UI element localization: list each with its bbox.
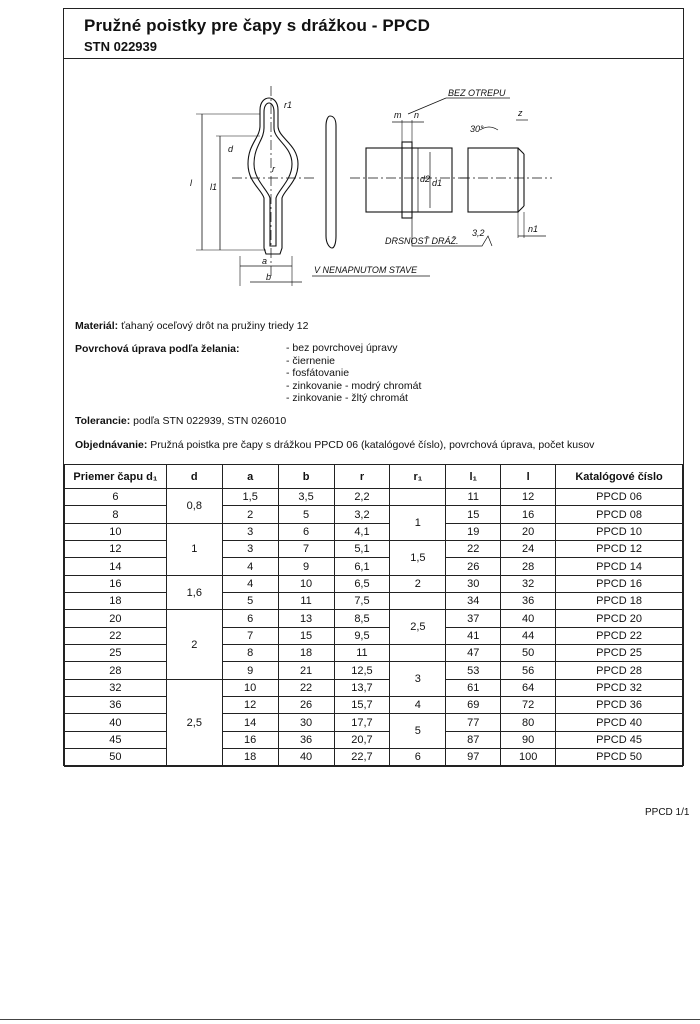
table-cell: 77 [446, 714, 501, 731]
table-cell: PPCD 36 [556, 697, 683, 714]
material-label: Materiál: [75, 320, 119, 332]
table-cell: 47 [446, 645, 501, 662]
table-cell: 22,7 [334, 749, 390, 766]
table-row [65, 662, 683, 679]
table-cell: 11 [334, 645, 390, 662]
table-cell: PPCD 28 [556, 662, 683, 679]
roughness-value: 3,2 [472, 228, 485, 238]
ordering-line [75, 439, 594, 451]
table-cell: 5 [222, 593, 278, 610]
table-cell [390, 645, 446, 662]
standard-number: STN 022939 [84, 39, 157, 54]
table-cell: 40 [501, 610, 556, 627]
table-cell: 12 [501, 489, 556, 506]
header-cell: l₁ [446, 465, 501, 489]
table-cell: 6 [390, 749, 446, 766]
table-cell: 20 [501, 523, 556, 540]
table-cell: 34 [446, 593, 501, 610]
title-divider [64, 58, 683, 59]
table-body [65, 489, 683, 767]
table-cell: 15,7 [334, 697, 390, 714]
table-row [65, 558, 683, 575]
table-cell: PPCD 12 [556, 541, 683, 558]
table-cell: 1,5 [390, 541, 446, 576]
header-cell: r [334, 465, 390, 489]
table-cell: 7 [222, 627, 278, 644]
label-r: r [272, 164, 275, 174]
table-cell: PPCD 40 [556, 714, 683, 731]
table-cell: 3 [390, 662, 446, 697]
table-row [65, 541, 683, 558]
table-cell: 36 [501, 593, 556, 610]
page-bottom-rule [0, 1019, 700, 1020]
table-cell: 12,5 [334, 662, 390, 679]
table-cell: 18 [65, 593, 167, 610]
table-cell: 4 [222, 575, 278, 592]
table-cell: 2 [166, 610, 222, 679]
table-cell: 2 [390, 575, 446, 592]
label-r1: r1 [284, 100, 293, 110]
label-l1: l1 [210, 182, 218, 192]
table-cell: 87 [446, 731, 501, 748]
table-cell: 11 [278, 593, 334, 610]
table-cell: 6,1 [334, 558, 390, 575]
surface-option: - fosfátovanie [286, 367, 350, 380]
table-cell: 6,5 [334, 575, 390, 592]
table-cell: 3 [222, 523, 278, 540]
table-cell: PPCD 10 [556, 523, 683, 540]
drsnost-label: DRSNOSŤ DRÁŽ. [385, 236, 459, 246]
label-a: a [262, 256, 268, 266]
table-cell: 30 [278, 714, 334, 731]
header-cell: Priemer čapu d₁ [65, 465, 167, 489]
table-cell: 32 [65, 679, 167, 696]
table-cell: 13,7 [334, 679, 390, 696]
material-text: ťahaný oceľový drôt na pružiny triedy 12 [121, 320, 309, 332]
table-cell: 8,5 [334, 610, 390, 627]
table-cell: PPCD 08 [556, 506, 683, 523]
angle-label: 30° [470, 124, 484, 134]
table-cell: PPCD 06 [556, 489, 683, 506]
table-cell: 53 [446, 662, 501, 679]
table-cell: 12 [222, 697, 278, 714]
label-d: d [228, 144, 234, 154]
table-cell: 69 [446, 697, 501, 714]
table-cell: 16 [65, 575, 167, 592]
table-cell: 7,5 [334, 593, 390, 610]
table-cell: 90 [501, 731, 556, 748]
surface-label: Povrchová úprava podľa želania: [75, 343, 240, 355]
table-cell: PPCD 45 [556, 731, 683, 748]
table-cell: 6 [65, 489, 167, 506]
header-cell: d [166, 465, 222, 489]
table-row [65, 593, 683, 610]
table-cell: PPCD 32 [556, 679, 683, 696]
table-cell: 9 [278, 558, 334, 575]
table-cell: 16 [501, 506, 556, 523]
table-row [65, 575, 683, 592]
table-cell: 20 [65, 610, 167, 627]
table-cell: 1,6 [166, 575, 222, 610]
table-cell: 56 [501, 662, 556, 679]
table-cell: 2,5 [390, 610, 446, 645]
table-cell: PPCD 25 [556, 645, 683, 662]
table-cell: 18 [222, 749, 278, 766]
table-row [65, 610, 683, 627]
table-cell: 36 [278, 731, 334, 748]
table-row [65, 489, 683, 506]
table-header-row [65, 465, 683, 489]
table-cell: 0,8 [166, 489, 222, 524]
table-cell: 100 [501, 749, 556, 766]
table-cell: 2 [222, 506, 278, 523]
table-cell: 5,1 [334, 541, 390, 558]
table-cell: 15 [446, 506, 501, 523]
table-row [65, 627, 683, 644]
table-cell: 45 [65, 731, 167, 748]
table-cell: 6 [278, 523, 334, 540]
table-cell: 6 [222, 610, 278, 627]
table-cell: 25 [65, 645, 167, 662]
table-cell: 15 [278, 627, 334, 644]
material-line [75, 320, 308, 332]
table-cell: 19 [446, 523, 501, 540]
table-cell: 21 [278, 662, 334, 679]
table-cell: 2,5 [166, 679, 222, 766]
table-cell: 4,1 [334, 523, 390, 540]
table-cell: 8 [222, 645, 278, 662]
table-cell: 64 [501, 679, 556, 696]
table-row [65, 697, 683, 714]
ordering-text: Pružná poistka pre čapy s drážkou PPCD 06 (katalógové číslo), povrchová úprava, počet kusov [150, 439, 595, 451]
surface-option: - zinkovanie - modrý chromát [286, 379, 422, 392]
table-cell: 4 [390, 697, 446, 714]
table-cell: 13 [278, 610, 334, 627]
table-cell: 37 [446, 610, 501, 627]
table-cell: 12 [65, 541, 167, 558]
ordering-label: Objednávanie: [75, 439, 148, 451]
table-row [65, 645, 683, 662]
table-row [65, 714, 683, 731]
table-cell: 2,2 [334, 489, 390, 506]
header-cell: l [501, 465, 556, 489]
table-cell: 1 [166, 523, 222, 575]
table-cell: PPCD 14 [556, 558, 683, 575]
table-cell: 9,5 [334, 627, 390, 644]
tolerance-label: Tolerancie: [75, 415, 131, 427]
table-cell: 5 [390, 714, 446, 749]
table-cell: 72 [501, 697, 556, 714]
table-cell: 9 [222, 662, 278, 679]
table-cell: 14 [222, 714, 278, 731]
unstressed-state-label: V NENAPNUTOM STAVE [314, 265, 418, 275]
label-l: l [190, 178, 192, 188]
table-cell: 50 [65, 749, 167, 766]
table-cell: 18 [278, 645, 334, 662]
label-m: m [394, 110, 402, 120]
page-title: Pružné poistky pre čapy s drážkou - PPCD [84, 16, 430, 35]
header-cell: r₁ [390, 465, 446, 489]
header-cell: a [222, 465, 278, 489]
table-cell: 16 [222, 731, 278, 748]
table-row [65, 523, 683, 540]
table-cell: 40 [65, 714, 167, 731]
table-row [65, 749, 683, 766]
table-cell: 17,7 [334, 714, 390, 731]
table-row [65, 679, 683, 696]
header-cell: Katalógové číslo [556, 465, 683, 489]
surface-option: - zinkovanie - žltý chromát [286, 392, 408, 405]
header-cell: b [278, 465, 334, 489]
table-cell: 5 [278, 506, 334, 523]
table-cell: 3,5 [278, 489, 334, 506]
table-cell: 26 [446, 558, 501, 575]
label-d2: d2 [420, 174, 431, 184]
table-cell: 32 [501, 575, 556, 592]
table-cell: 3,2 [334, 506, 390, 523]
table-cell: 14 [65, 558, 167, 575]
page-number: PPCD 1/1 [645, 807, 690, 818]
table-cell: PPCD 22 [556, 627, 683, 644]
table-cell: 8 [65, 506, 167, 523]
table-cell: 26 [278, 697, 334, 714]
label-z: z [518, 108, 523, 118]
table-cell: PPCD 50 [556, 749, 683, 766]
table-cell: 22 [446, 541, 501, 558]
surface-option: - čiernenie [286, 354, 336, 367]
table-cell: 44 [501, 627, 556, 644]
table-cell: 61 [446, 679, 501, 696]
table-cell: 7 [278, 541, 334, 558]
table-cell: 24 [501, 541, 556, 558]
bez-otrepu-label: BEZ OTREPU [448, 88, 506, 98]
table-cell: 20,7 [334, 731, 390, 748]
table-cell: 1,5 [222, 489, 278, 506]
table-cell: 36 [65, 697, 167, 714]
table-cell: 10 [222, 679, 278, 696]
table-cell: 97 [446, 749, 501, 766]
table-cell: 11 [446, 489, 501, 506]
table-cell: 10 [65, 523, 167, 540]
table-cell: 28 [65, 662, 167, 679]
tolerance-line [75, 415, 286, 427]
table-cell: 30 [446, 575, 501, 592]
table-cell: 80 [501, 714, 556, 731]
technical-drawing [180, 86, 560, 286]
surface-options-list [286, 342, 421, 405]
label-d1: d1 [432, 178, 443, 188]
table-cell: 3 [222, 541, 278, 558]
table-cell: 28 [501, 558, 556, 575]
table-cell: 22 [65, 627, 167, 644]
table-cell: PPCD 20 [556, 610, 683, 627]
label-n1: n1 [528, 224, 539, 234]
table-row [65, 506, 683, 523]
table-cell [390, 593, 446, 610]
label-b: b [266, 272, 272, 282]
table-cell: 1 [390, 506, 446, 541]
table-cell: 4 [222, 558, 278, 575]
table-cell: 50 [501, 645, 556, 662]
surface-option: - bez povrchovej úpravy [286, 342, 398, 354]
table-cell: 22 [278, 679, 334, 696]
table-cell: PPCD 16 [556, 575, 683, 592]
table-cell: PPCD 18 [556, 593, 683, 610]
dimensions-table [64, 464, 683, 767]
tolerance-text: podľa STN 022939, STN 026010 [133, 415, 287, 427]
table-cell [390, 489, 446, 506]
table-row [65, 731, 683, 748]
label-n: n [414, 110, 420, 120]
table-cell: 10 [278, 575, 334, 592]
table-cell: 40 [278, 749, 334, 766]
table-cell: 41 [446, 627, 501, 644]
